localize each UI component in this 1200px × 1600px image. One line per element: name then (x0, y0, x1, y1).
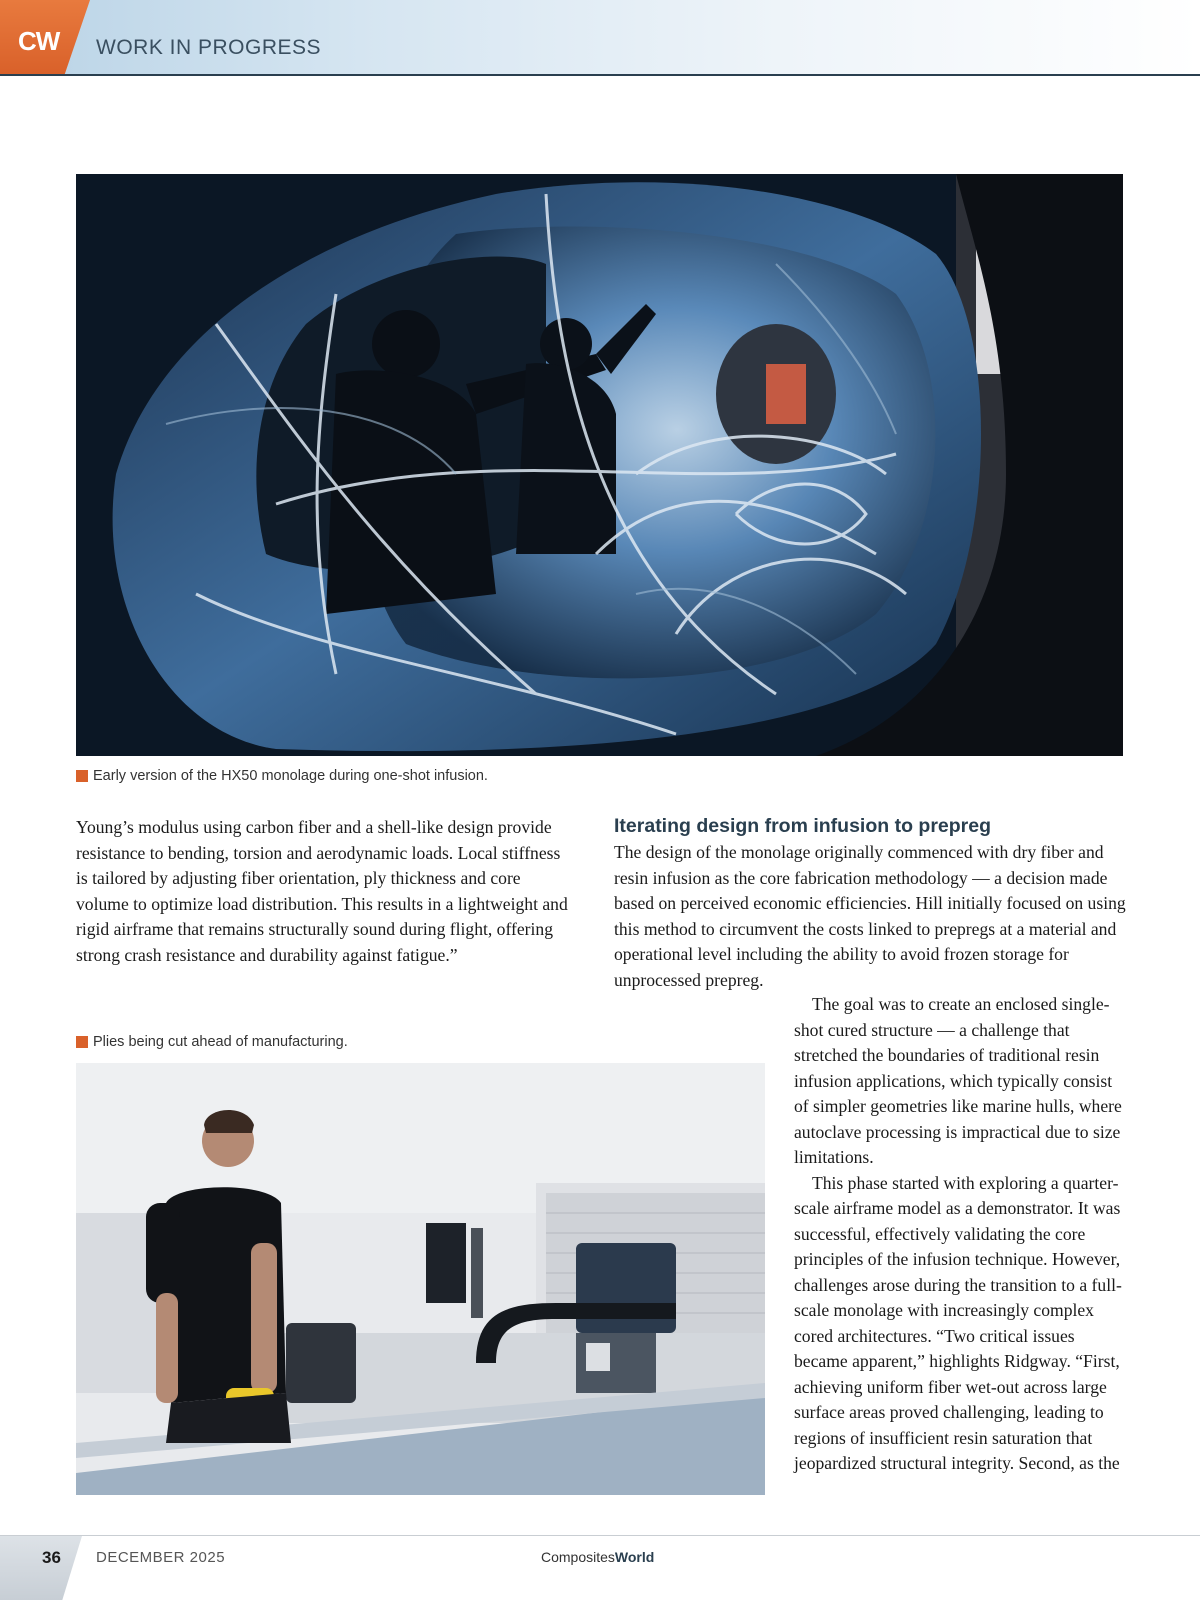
right-column-paragraph-2: The goal was to create an enclosed single-shot cured structure — a challenge that stretched the boundaries of traditional resin infusion applications, which typically consist of simpler geometries like marine hulls, where autoclave processing is impractical due to size limitations. (794, 994, 1122, 1167)
figure-caption-1 (76, 768, 488, 784)
issue-date: DECEMBER 2025 (96, 1549, 226, 1566)
ply-cutting-photo-illustration (76, 1063, 765, 1495)
left-column-paragraph: Young’s modulus using carbon fiber and a shell-like design provide resistance to bending, torsion and aerodynamic loads. Local stiffness is tailored by adjusting fiber orientation, ply thickness and core volume to optimize load distribution. This results in a lightweight and rigid airframe that remains structurally sound during flight, offering strong crash resistance and durability against fatigue.” (76, 817, 568, 965)
narrow-column (794, 992, 1124, 1477)
footer-brand (541, 1549, 654, 1565)
infusion-photo-illustration (76, 174, 1123, 756)
page-number: 36 (42, 1548, 61, 1567)
section-subhead: Iterating design from infusion to prepreg (614, 815, 992, 837)
caption-marker (76, 770, 88, 782)
brand-bold: World (614, 1549, 655, 1565)
right-column-paragraph-1: The design of the monolage originally commenced with dry fiber and resin infusion as the core fabrication methodology — a decision made based on perceived economic efficiencies. Hill initially focused on using this method to circumvent the costs linked to prepregs at a material and operational level including the ability to avoid frozen storage for unprocessed prepreg. (614, 842, 1126, 990)
right-column-paragraph-3: This phase started with exploring a quarter-scale airframe model as a demonstrator. It was successful, effectively validating the core principles of the infusion technique. However, challenges arose during the transition to a full-scale monolage with increasingly complex cored architectures. “Two critical issues became apparent,” highlights Ridgway. “First, achieving uniform fiber wet-out across large surface areas proved challenging, leading to regions of insufficient resin saturation that jeopardized structural integrity. Second, as the (794, 1172, 1122, 1473)
caption-text: Plies being cut ahead of manufacturing. (93, 1034, 348, 1050)
header-rule (0, 74, 1200, 76)
page-header (0, 0, 1200, 76)
brand-light: Composites (541, 1549, 615, 1565)
magazine-logo: CW (18, 26, 60, 56)
footer-tab (0, 1536, 82, 1600)
caption-marker (76, 1036, 88, 1048)
footer-rule (0, 1535, 1200, 1536)
caption-text: Early version of the HX50 monolage during one-shot infusion. (93, 768, 488, 784)
section-title: WORK IN PROGRESS (96, 36, 322, 59)
ply-cutting-photo (76, 1063, 765, 1495)
right-column (614, 814, 1126, 993)
infusion-photo (76, 174, 1123, 756)
figure-caption-2 (76, 1034, 348, 1050)
